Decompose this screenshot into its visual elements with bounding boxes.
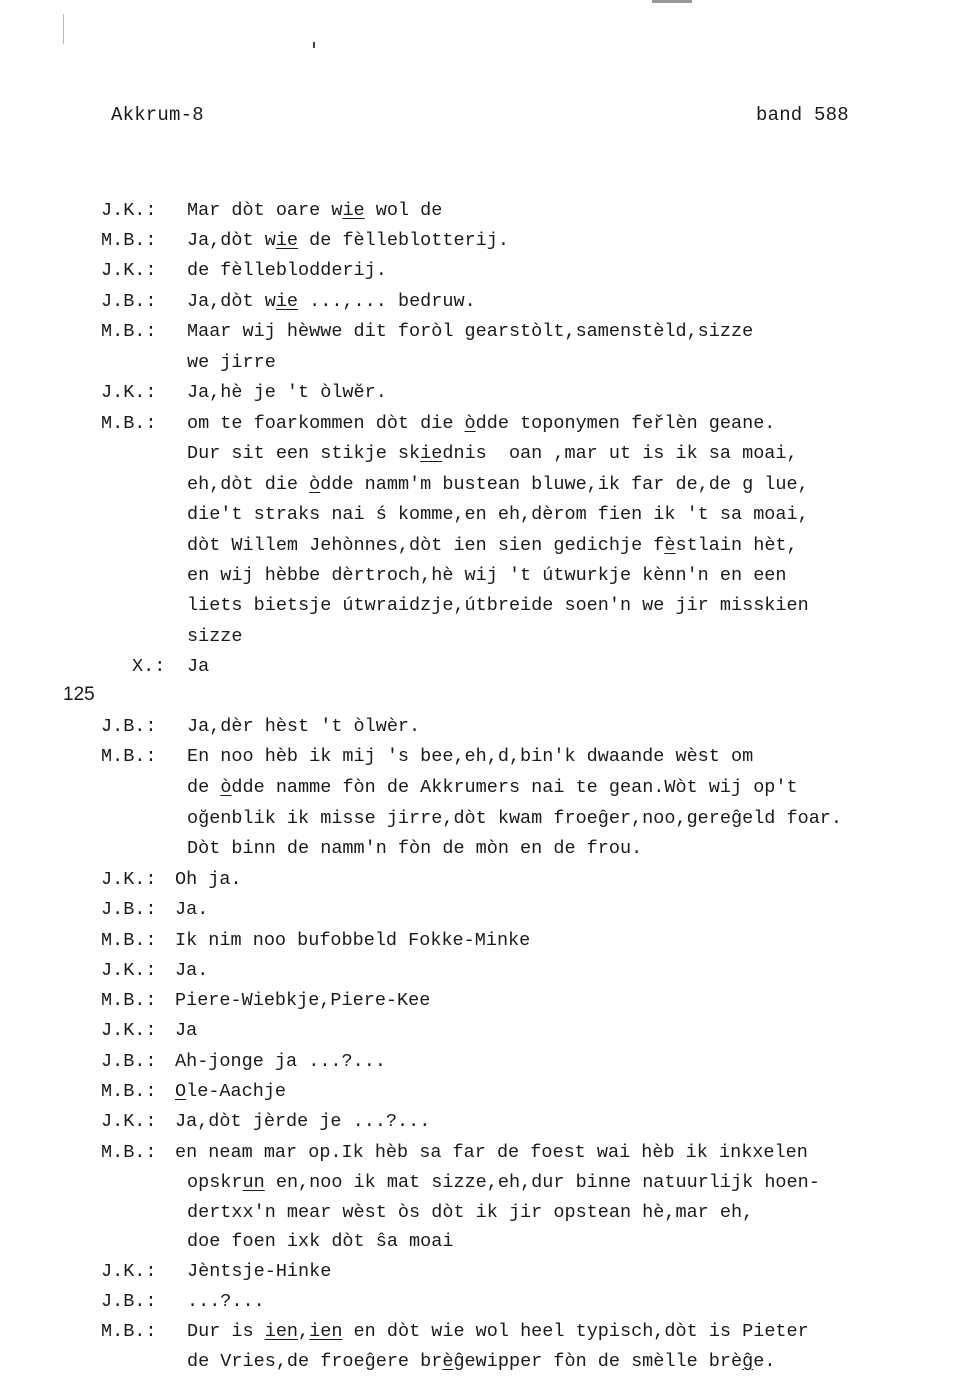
text-segment: dde namme fòn de Akkrumers nai te gean.Wòt wij op't [231, 777, 798, 798]
utterance-text [187, 804, 842, 834]
utterance-text [175, 1107, 430, 1137]
text-segment: Oh ja. [175, 869, 242, 890]
utterance-text [187, 500, 809, 530]
utterance-text [187, 378, 387, 408]
underlined-segment: ò [220, 777, 232, 798]
text-segment: ...?... [187, 1291, 265, 1312]
underlined-segment: è [442, 1351, 454, 1372]
text-segment: dde namm'm bustean bluwe,ik far de,de g lue, [320, 474, 809, 495]
underlined-segment: un [242, 1172, 265, 1193]
text-segment: Mar dòt oare w [187, 200, 343, 221]
scan-speck [63, 14, 64, 44]
utterance-text [187, 622, 243, 652]
text-segment: wol de [364, 200, 443, 221]
text-segment: ...,... bedruw. [298, 291, 476, 312]
text-segment: Ja,dòt w [187, 291, 276, 312]
utterance-text [187, 317, 753, 347]
utterance-text [187, 742, 753, 772]
speaker-label: X.: [132, 656, 166, 677]
utterance-text [175, 1016, 197, 1046]
utterance-text [187, 409, 775, 439]
utterance-text [187, 712, 420, 742]
utterance-text [175, 1047, 386, 1077]
speaker-label: J.K.: [101, 260, 157, 281]
speaker-label: J.K.: [101, 1020, 157, 1041]
utterance-text [187, 1198, 753, 1228]
utterance-text [187, 348, 276, 378]
speaker-label: J.K.: [101, 869, 157, 890]
utterance-text [187, 531, 798, 561]
text-segment: Ah-jonge ja ...?... [175, 1051, 386, 1072]
speaker-label: M.B.: [101, 1321, 157, 1342]
utterance-text [187, 287, 476, 317]
tape-number: band 588 [756, 104, 849, 126]
utterance-text [187, 1287, 265, 1317]
speaker-label: J.K.: [101, 960, 157, 981]
utterance-text [187, 439, 798, 469]
utterance-text [187, 470, 809, 500]
utterance-text [175, 926, 530, 956]
utterance-text [187, 652, 209, 682]
speaker-label: J.B.: [101, 1051, 157, 1072]
text-segment: en wij hèbbe dèrtroch,hè wij 't útwurkje kènn'n en een [187, 565, 787, 586]
speaker-label: M.B.: [101, 1142, 157, 1163]
margin-counter: 125 [63, 684, 95, 705]
document-title: Akkrum-8 [111, 104, 204, 126]
text-segment: oğenblik ik misse jirre,dòt kwam froeĝer,noo,gereĝeld foar. [187, 808, 843, 829]
text-segment: de fèlleblotterij. [298, 230, 509, 251]
speaker-label: J.K.: [101, 200, 157, 221]
utterance-text [187, 1227, 453, 1257]
text-segment: , [298, 1321, 310, 1342]
text-segment: doe foen ixk dòt ŝa moai [187, 1231, 454, 1252]
text-segment: eh,dòt die [187, 474, 310, 495]
text-segment: Dòt binn de namm'n fòn de mòn en de frou. [187, 838, 643, 859]
speaker-label: J.B.: [101, 716, 157, 737]
text-segment: sizze [187, 626, 243, 647]
utterance-text [187, 196, 442, 226]
speaker-label: M.B.: [101, 413, 157, 434]
utterance-text [187, 834, 642, 864]
speaker-label: M.B.: [101, 930, 157, 951]
utterance-text [187, 1317, 809, 1347]
utterance-text [175, 1138, 808, 1168]
text-segment: e. [753, 1351, 776, 1372]
text-segment: le-Aachje [186, 1081, 287, 1102]
speaker-label: J.K.: [101, 1111, 157, 1132]
underlined-segment: ien [264, 1321, 299, 1342]
text-segment: dde toponymen feřlèn geane. [475, 413, 776, 434]
text-segment: de [187, 777, 221, 798]
text-segment: we jirre [187, 352, 276, 373]
underlined-segment: ie [275, 291, 299, 312]
speaker-label: M.B.: [101, 230, 157, 251]
underlined-segment: ò [464, 413, 476, 434]
text-segment: En noo hèb ik mij 's bee,eh,d,bin'k dwaande wèst om [187, 746, 754, 767]
underlined-segment: ie [420, 443, 443, 464]
underlined-segment: ò [309, 474, 321, 495]
speaker-label: M.B.: [101, 321, 157, 342]
underlined-segment: ie [275, 230, 299, 251]
utterance-text [187, 1257, 331, 1287]
speaker-label: J.B.: [101, 1291, 157, 1312]
text-segment: opskr [187, 1172, 243, 1193]
speaker-label: J.B.: [101, 899, 157, 920]
underlined-segment: ien [309, 1321, 343, 1342]
scan-speck [313, 42, 315, 48]
utterance-text [175, 1077, 286, 1107]
utterance-text [187, 561, 787, 591]
text-segment: dòt Willem Jehònnes,dòt ien sien gedichje f [187, 535, 665, 556]
speaker-label: M.B.: [101, 746, 157, 767]
text-segment: ĝewipper fòn de smèlle brè [453, 1351, 743, 1372]
text-segment: de Vries,de froeĝere br [187, 1351, 443, 1372]
utterance-text [175, 895, 208, 925]
underlined-segment: O [175, 1081, 187, 1102]
text-segment: dertxx'n mear wèst òs dòt ik jir opstean hè,mar eh, [187, 1202, 754, 1223]
text-segment: en,noo ik mat sizze,eh,dur binne natuurlijk hoen- [264, 1172, 820, 1193]
text-segment: Ik nim noo bufobbeld Fokke-Minke [175, 930, 531, 951]
underlined-segment: è [664, 535, 676, 556]
utterance-text [187, 1347, 775, 1377]
utterance-text [175, 956, 208, 986]
text-segment: Ja,hè je 't òlwĕr. [187, 382, 387, 403]
utterance-text [187, 1168, 820, 1198]
underlined-segment: ĝ [742, 1351, 754, 1372]
text-segment: Jèntsje-Hinke [187, 1261, 332, 1282]
text-segment: de fèlleblodderij. [187, 260, 387, 281]
text-segment: Ja,dèr hèst 't òlwèr. [187, 716, 421, 737]
text-segment: Dur sit een stikje sk [187, 443, 421, 464]
text-segment: en neam mar op.Ik hèb sa far de foest wai hèb ik inkxelen [175, 1142, 808, 1163]
text-segment: en dòt wie wol heel typisch,dòt is Pieter [342, 1321, 809, 1342]
utterance-text [175, 986, 430, 1016]
text-segment: Maar wij hèwwe dit foròl gearstòlt,samenstèld,sizze [187, 321, 754, 342]
text-segment: Ja [187, 656, 210, 677]
text-segment: liets bietsje útwraidzje,útbreide soen'n we jir misskien [187, 595, 809, 616]
speaker-label: J.K.: [101, 1261, 157, 1282]
text-segment: Ja,dòt jèrde je ...?... [175, 1111, 431, 1132]
utterance-text [175, 865, 242, 895]
speaker-label: M.B.: [101, 990, 157, 1011]
text-segment: Ja. [175, 960, 209, 981]
text-segment: dnis oan ,mar ut is ik sa moai, [442, 443, 798, 464]
utterance-text [187, 773, 798, 803]
text-segment: Piere-Wiebkje,Piere-Kee [175, 990, 431, 1011]
utterance-text [187, 226, 509, 256]
utterance-text [187, 256, 387, 286]
speaker-label: J.B.: [101, 291, 157, 312]
underlined-segment: ie [342, 200, 365, 221]
text-segment: stlain hèt, [675, 535, 798, 556]
scan-mark [652, 0, 692, 3]
text-segment: Ja,dòt w [187, 230, 276, 251]
text-segment: om te foarkommen dòt die [187, 413, 465, 434]
utterance-text [187, 591, 809, 621]
text-segment: Ja. [175, 899, 209, 920]
text-segment: Dur is [187, 1321, 265, 1342]
text-segment: Ja [175, 1020, 198, 1041]
text-segment: die't straks nai ś komme,en eh,dèrom fien ik 't sa moai, [187, 504, 809, 525]
speaker-label: J.K.: [101, 382, 157, 403]
speaker-label: M.B.: [101, 1081, 157, 1102]
